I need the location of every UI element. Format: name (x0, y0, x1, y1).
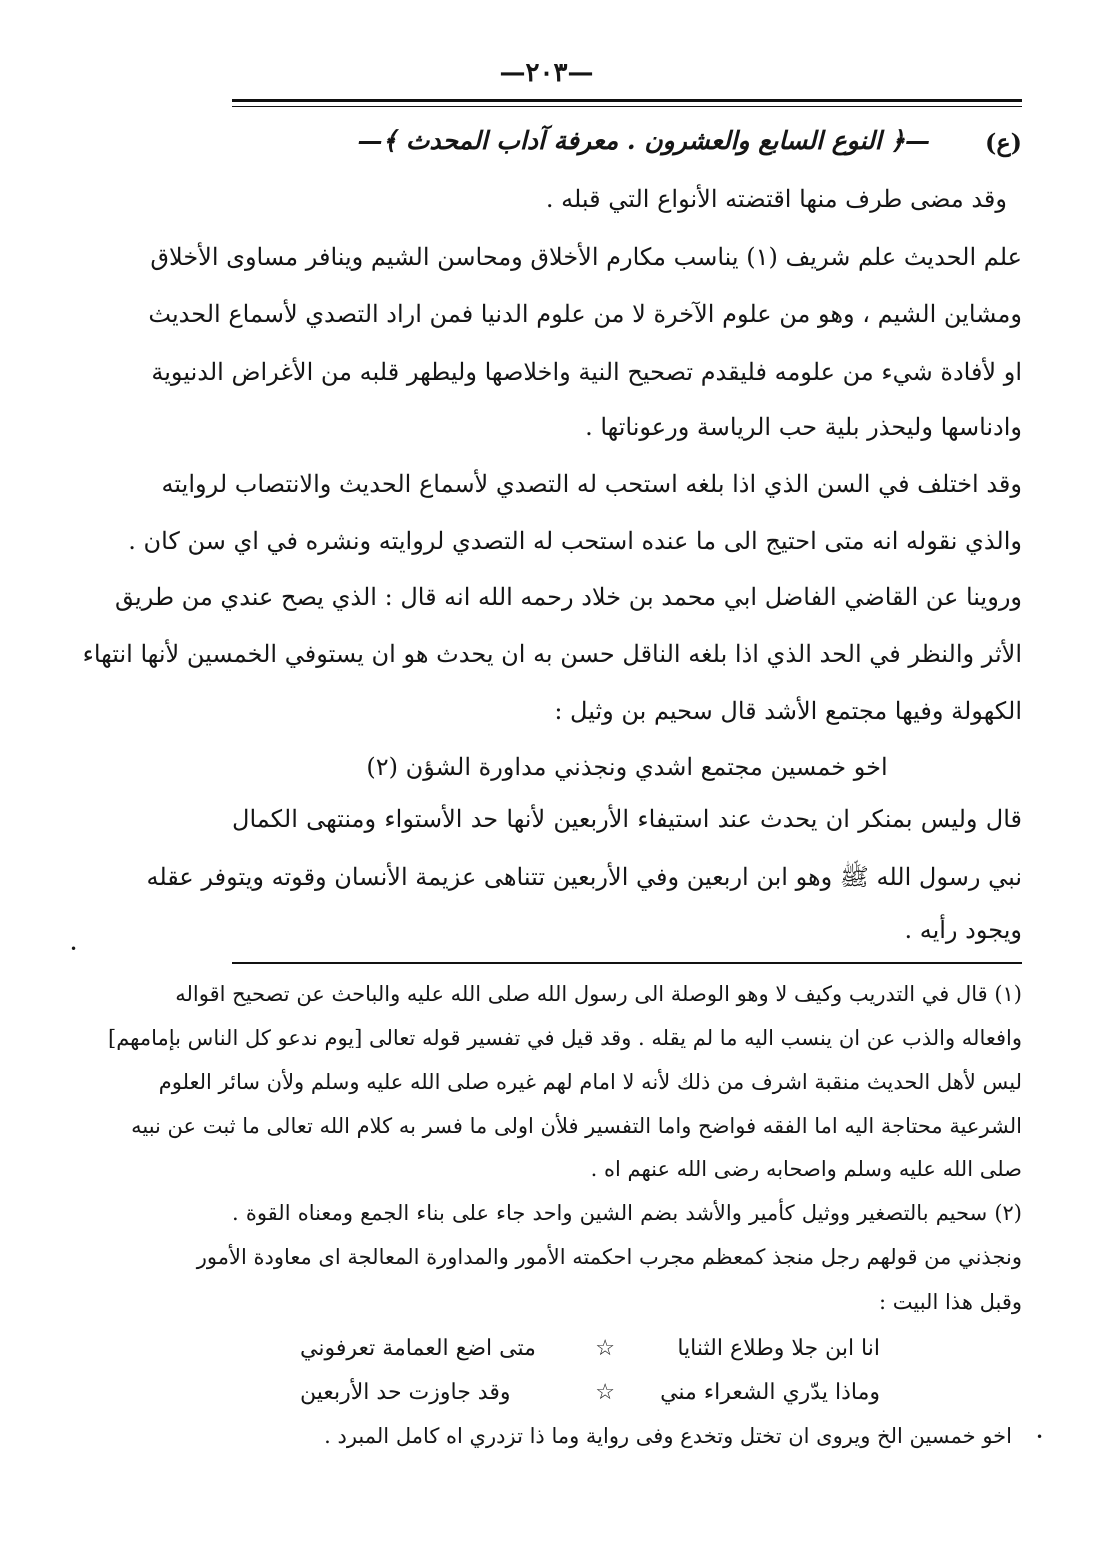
footnote-verse (300, 1336, 880, 1370)
body-line: وروينا عن القاضي الفاضل ابي محمد بن خلاد رحمه الله انه قال : الذي يصح عندي من طريق (115, 583, 1022, 611)
body-line: وقد مضى طرف منها اقتضته الأنواع التي قبله . (545, 185, 1007, 213)
footnote-separator (232, 962, 1022, 964)
body-line: الأثر والنظر في الحد الذي اذا بلغه الناقل حسن به ان يحدث هو ان يستوفي الخمسين لأنها انتهاء (82, 640, 1022, 668)
footnote-line: الشرعية محتاجة اليه اما الفقه فواضح واما التفسير فلأن اولى ما فسر به كلام الله تعالى ما ثبت عن نبيه (131, 1114, 1022, 1138)
body-line: قال وليس بمنكر ان يحدث عند استيفاء الأربعين لأنها حد الأستواء ومنتهى الكمال (232, 805, 1022, 833)
header-rule-thick (232, 99, 1022, 102)
star-icon: ☆ (595, 1336, 615, 1361)
footnote-final-line: اخو خمسين الخ ويروى ان تختل وتخدع وفى رواية وما ذا تزدري اه كامل المبرد . (324, 1424, 1012, 1448)
body-line: علم الحديث علم شريف (١) يناسب مكارم الأخلاق ومحاسن الشيم وينافر مساوى الأخلاق (150, 243, 1022, 271)
verse-hemistich-right: وماذا يدّري الشعراء مني (660, 1380, 880, 1405)
body-line: الكهولة وفيها مجتمع الأشد قال سحيم بن وثيل : (554, 697, 1022, 725)
footnote-line: صلى الله عليه وسلم واصحابه رضى الله عنهم اه . (590, 1157, 1022, 1181)
body-line: ومشاين الشيم ، وهو من علوم الآخرة لا من علوم الدنيا فمن اراد التصدي لأسماع الحديث (148, 300, 1022, 328)
body-line: وقد اختلف في السن الذي اذا بلغه استحب له التصدي لأسماع الحديث والانتصاب لروايته (161, 470, 1022, 498)
verse-hemistich-left: متى اضع العمامة تعرفوني (300, 1336, 536, 1361)
footnote-verse (300, 1380, 880, 1414)
quoted-verse: اخو خمسين مجتمع اشدي ونجذني مداورة الشؤن (٢) (366, 753, 888, 781)
page-number: —٢٠٣— (499, 58, 594, 88)
footnote-line: (٢) سحيم بالتصغير ووثيل كأمير والأشد بضم الشين واحد جاء على بناء الجمع ومعناه القوة . (232, 1201, 1022, 1225)
section-heading (232, 126, 1022, 166)
body-line: والذي نقوله انه متى احتيج الى ما عنده استحب له التصدي لروايته ونشره في اي سن كان . (128, 527, 1022, 555)
verse-hemistich-right: انا ابن جلا وطلاع الثنايا (677, 1336, 880, 1361)
verse-hemistich-left: وقد جاوزت حد الأربعين (300, 1380, 511, 1405)
footnote-line: ليس لأهل الحديث منقبة اشرف من ذلك لأنه لا امام لهم غيره صلى الله عليه وسلم ولأن سائر العلوم (158, 1070, 1022, 1094)
footnote-line: وقبل هذا البيت : (879, 1290, 1022, 1314)
body-line: وادناسها وليحذر بلية حب الرياسة ورعوناتها . (585, 413, 1022, 441)
body-line: نبي رسول الله ﷺ وهو ابن اربعين وفي الأربعين تتناهى عزيمة الأنسان وقوته ويتوفر عقله (146, 863, 1022, 891)
footnote-line: (١) قال في التدريب وكيف لا وهو الوصلة الى رسول الله صلى الله عليه والباحث عن تصحيح اقواله (175, 982, 1022, 1006)
section-marker: (ع) (984, 128, 1022, 157)
body-line: او لأفادة شيء من علومه فليقدم تصحيح النية واخلاصها وليطهر قلبه من الأغراض الدنيوية (151, 358, 1022, 386)
body-line: ويجود رأيه . (904, 916, 1022, 944)
margin-dot: • (1036, 1430, 1044, 1444)
header-rule-thin (232, 106, 1022, 107)
footnote-line: ونجذني من قولهم رجل منجذ كمعظم مجرب احكمته الأمور والمداورة المعالجة اى معاودة الأمور (196, 1245, 1022, 1269)
margin-dot: • (70, 942, 78, 956)
star-icon: ☆ (595, 1380, 615, 1405)
footnote-line: وافعاله والذب عن ان ينسب اليه ما لم يقله . وقد قيل في تفسير قوله تعالى [يوم ندعو كل الناس بإمامهم] (108, 1026, 1022, 1050)
section-title: —﴿ النوع السابع والعشرون . معرفة آداب المحدث ﴾— (357, 126, 930, 155)
